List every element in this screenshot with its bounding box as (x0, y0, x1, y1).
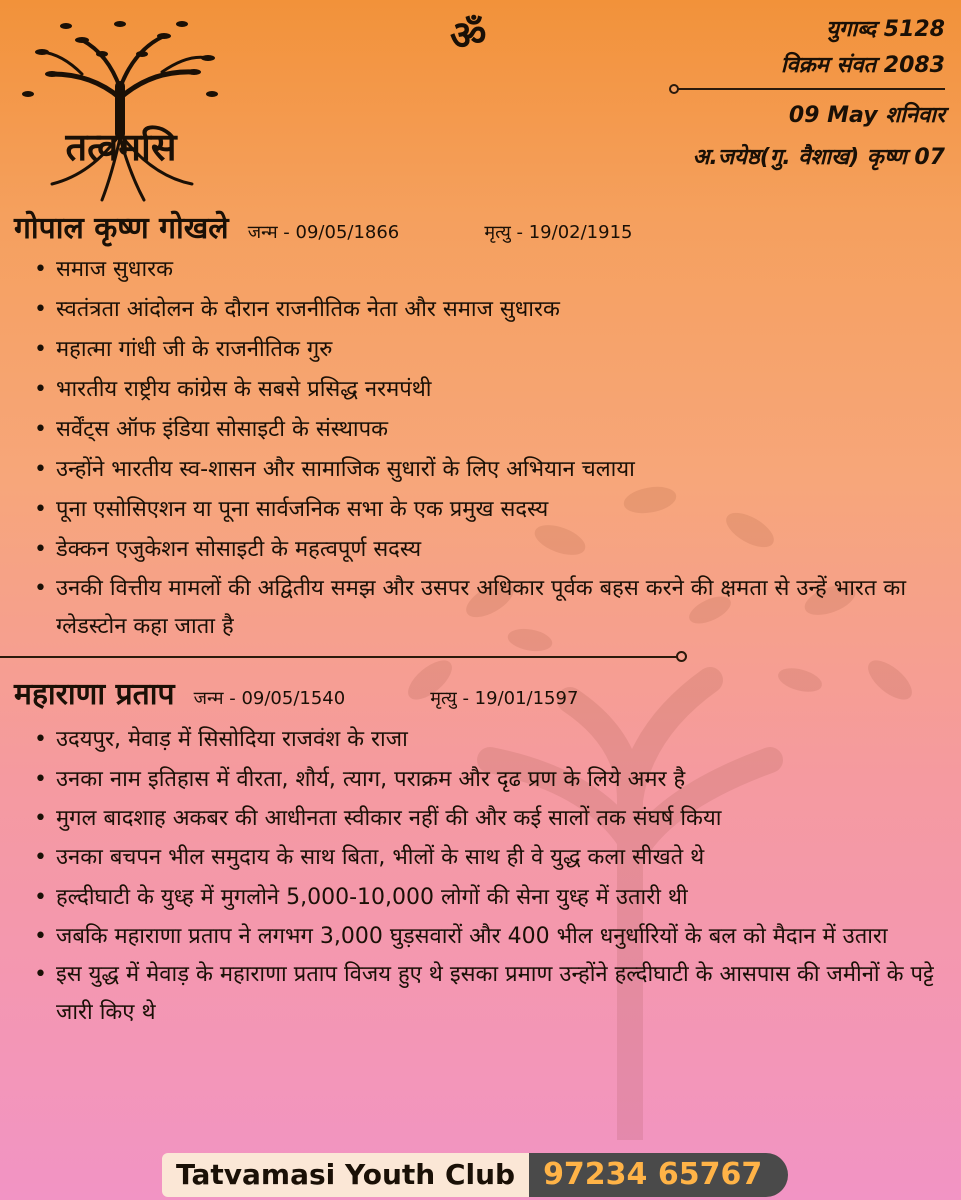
list-item: • उनकी वित्तीय मामलों की अद्वितीय समझ और उसपर अधिकार पूर्वक बहस करने की क्षमता से उन्हें भारत का ग्लेडस्टोन कहा जाता है (34, 570, 937, 646)
logo-text: तत्वमसि (65, 125, 177, 169)
vikram-samvat: विक्रम संवत 2083 (780, 53, 945, 78)
list-item: • उन्होंने भारतीय स्व-शासन और सामाजिक सुधारों के लिए अभियान चलाया (34, 450, 937, 490)
section-pratap-heading (14, 672, 578, 713)
list-item: • डेक्कन एजुकेशन सोसाइटी के महत्वपूर्ण सदस्य (34, 530, 937, 570)
person-name: महाराणा प्रताप (14, 677, 175, 712)
date-divider (675, 88, 945, 90)
club-name: Tatvamasi Youth Club (162, 1153, 529, 1197)
date-block (645, 14, 945, 174)
section-divider (0, 656, 684, 658)
list-item: • इस युद्ध में मेवाड़ के महाराणा प्रताप विजय हुए थे इसका प्रमाण उन्होंने हल्दीघाटी के आसपास की जमीनों के पट्टे जारी किए थे (34, 956, 937, 1032)
birth-date: जन्म - 09/05/1540 (193, 688, 346, 709)
phone-number[interactable]: 97234 65767 (529, 1153, 788, 1197)
list-item: • भारतीय राष्ट्रीय कांग्रेस के सबसे प्रसिद्ध नरमपंथी (34, 370, 937, 410)
list-item: • उदयपुर, मेवाड़ में सिसोदिया राजवंश के राजा (34, 720, 937, 760)
list-item: • उनका बचपन भील समुदाय के साथ बिता, भीलों के साथ ही वे युद्ध कला सीखते थे (34, 838, 937, 878)
tithi: अ.जयेष्ठ(गु. वैशाख) कृष्ण 07 (692, 145, 945, 170)
date-divider-dot (669, 84, 679, 94)
section-gokhale-heading (14, 206, 632, 247)
section-divider-dot (676, 651, 687, 662)
birth-date: जन्म - 09/05/1866 (247, 222, 400, 243)
gokhale-points (34, 250, 937, 646)
om-symbol: ॐ (450, 13, 487, 59)
death-date: मृत्यु - 19/01/1597 (430, 688, 579, 709)
death-date: मृत्यु - 19/02/1915 (484, 222, 633, 243)
list-item: • उनका नाम इतिहास में वीरता, शौर्य, त्याग, पराक्रम और दृढ प्रण के लिये अमर है (34, 760, 937, 800)
list-item: • हल्दीघाटी के युध्ह में मुगलोने 5,000-10,000 लोगों की सेना युध्ह में उतारी थी (34, 878, 937, 918)
list-item: • सर्वेंट्स ऑफ इंडिया सोसाइटी के संस्थापक (34, 410, 937, 450)
footer-banner (162, 1152, 788, 1198)
list-item: • मुगल बादशाह अकबर की आधीनता स्वीकार नहीं की और कई सालों तक संघर्ष किया (34, 800, 937, 838)
pratap-points (34, 720, 937, 1032)
list-item: • महात्मा गांधी जी के राजनीतिक गुरु (34, 330, 937, 370)
gregorian-date: 09 May शनिवार (788, 103, 945, 128)
list-item: • स्वतंत्रता आंदोलन के दौरान राजनीतिक नेता और समाज सुधारक (34, 290, 937, 330)
person-name: गोपाल कृष्ण गोखले (14, 211, 229, 246)
list-item: • समाज सुधारक (34, 250, 937, 290)
tatvamasi-logo (12, 14, 228, 206)
list-item: • जबकि महाराणा प्रताप ने लगभग 3,000 घुड़सवारों और 400 भील धनुर्धारियों के बल को मैदान में उतारा (34, 918, 937, 956)
yugabd-date: युगाब्द 5128 (826, 17, 945, 42)
list-item: • पूना एसोसिएशन या पूना सार्वजनिक सभा के एक प्रमुख सदस्य (34, 490, 937, 530)
